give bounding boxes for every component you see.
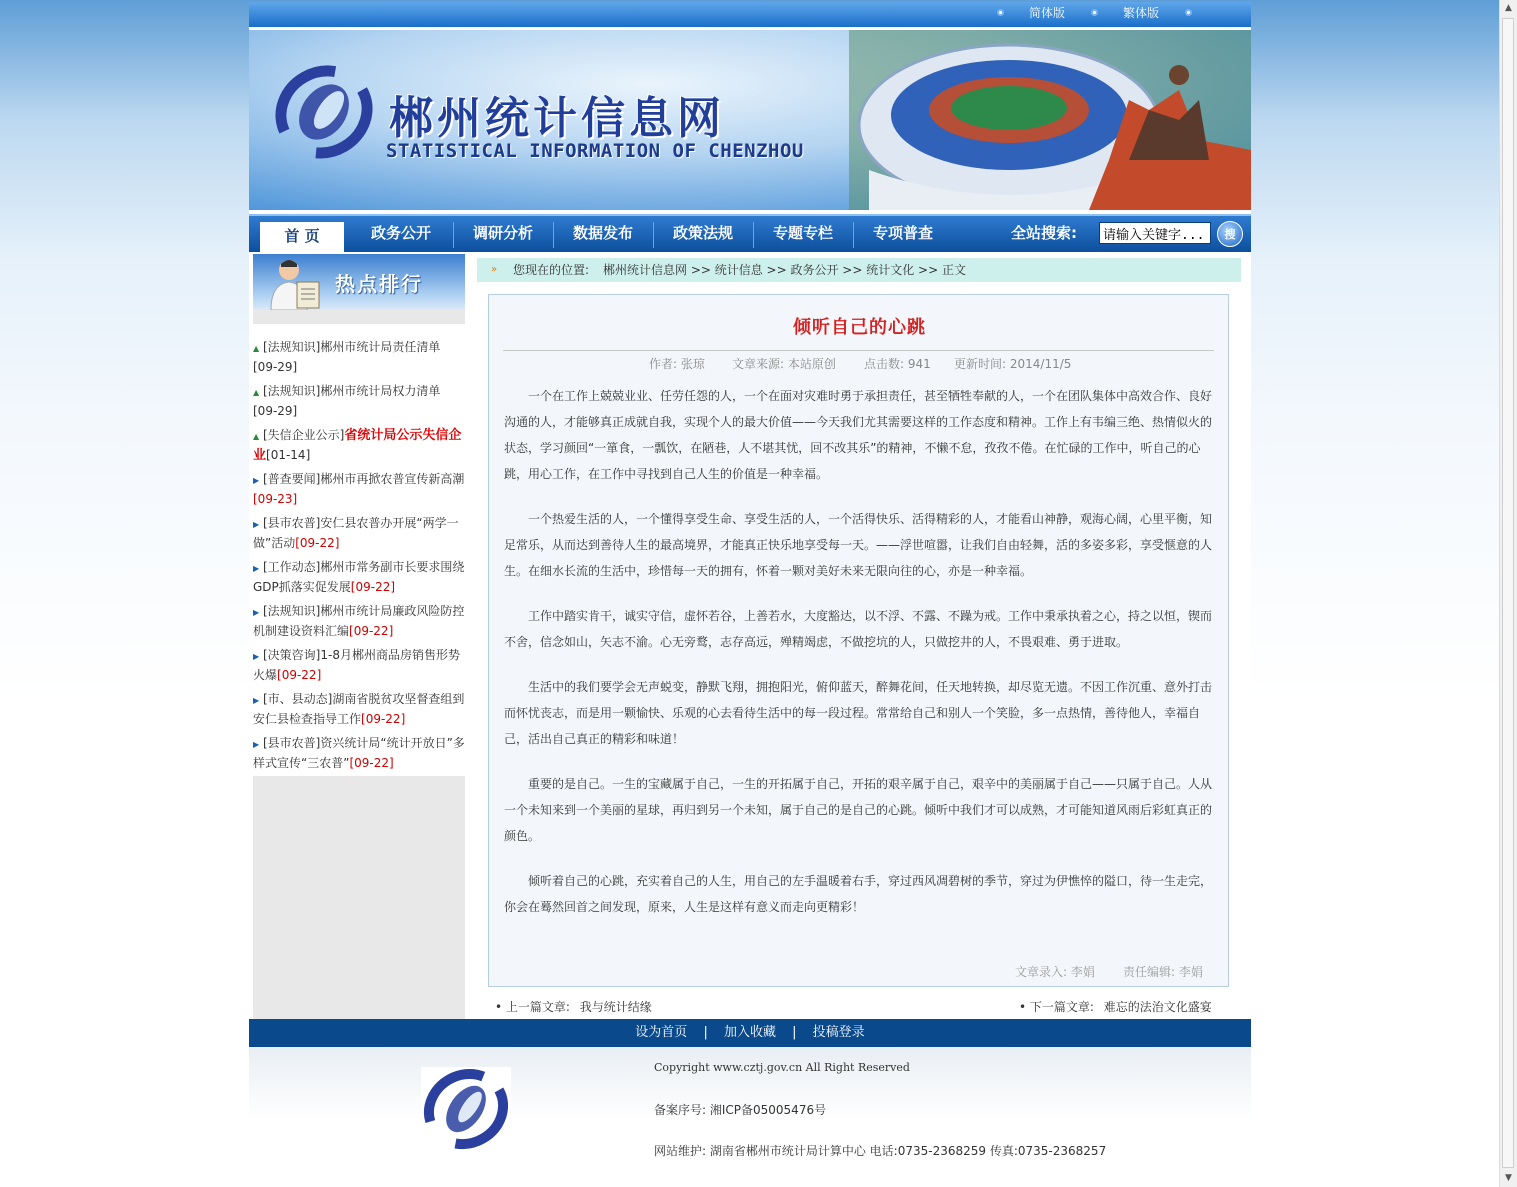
main-nav <box>249 214 1251 252</box>
list-item[interactable]: ▶ [决策咨询]1-8月郴州商品房销售形势火爆[09-22] <box>253 648 460 682</box>
right-arrow-icon: ▶ <box>253 652 260 661</box>
scrollbar-thumb[interactable] <box>1502 18 1514 1168</box>
list-item[interactable]: ▶ [县市农普]安仁县农普办开展“两学一做”活动[09-22] <box>253 516 459 550</box>
paragraph: 倾听着自己的心跳，充实着自己的人生，用自己的左手温暖着右手，穿过西风凋碧树的季节，穿过为伊憔悴的隘口，待一生走完，你会在蓦然回首之间发现，原来，人生是这样有意义而走向更精彩！ <box>504 874 1213 914</box>
nav-research[interactable]: 调研分析 <box>472 224 533 242</box>
icp-text: 备案序号: 湘ICP备05005476号 <box>654 1103 827 1117</box>
person-clipboard-icon <box>259 254 329 310</box>
list-item[interactable]: ▶ [市、县动态]湖南省脱贫攻坚督查组到安仁县检查指导工作[09-22] <box>253 692 465 726</box>
list-item[interactable]: ▲ [法规知识]郴州市统计局权力清单 [09-29] <box>253 384 441 418</box>
copyright-text: Copyright www.cztj.gov.cn All Right Reserved <box>654 1061 910 1074</box>
breadcrumb-label: 您现在的位置: <box>513 263 590 277</box>
site-logo-icon <box>266 55 382 168</box>
traditional-link[interactable]: 繁体版 <box>1123 6 1160 20</box>
right-arrow-icon: ▶ <box>253 476 260 485</box>
site-subtitle: STATISTICAL INFORMATION OF CHENZHOU <box>386 140 804 162</box>
vertical-scrollbar[interactable] <box>1499 0 1517 1187</box>
set-homepage-link[interactable]: 设为首页 <box>635 1025 688 1040</box>
up-arrow-icon: ▲ <box>253 344 260 353</box>
paragraph: 一个在工作上兢兢业业、任劳任怨的人，一个在面对灾难时勇于承担责任，甚至牺牲奉献的人，一个在团队集体中高效合作、良好沟通的人，才能够真正成就自我，实现个人的最大价值——今天我们尤其需要这样的工作态度和精神。工作上有韦编三绝、热情似火的状态，学习颜回“一箪食，一瓢饮，在陋巷，人不堪其忧，回不改其乐”的精神，不懒不怠，孜孜不倦。在忙碌的工作中，听自己的心跳，用心工作，在工作中寻找到自己人生的价值是一种幸福。 <box>504 389 1213 481</box>
next-label: 下一篇文章: <box>1029 1000 1094 1014</box>
article-editor: 责任编辑: 李娟 <box>1123 965 1203 979</box>
article-author: 作者: 张琼 <box>649 357 705 371</box>
footer-links <box>249 1019 1251 1047</box>
paragraph: 重要的是自己。一生的宝藏属于自己，一生的开拓属于自己，开拓的艰辛属于自己，艰辛中的美丽属于自己——只属于自己。人从一个未知来到一个美丽的星球，再归到另一个未知，属于自己的是自己的心跳。倾听中我们才可以成熟，才可能知道风雨后彩虹真正的颜色。 <box>504 777 1213 843</box>
add-favorite-link[interactable]: 加入收藏 <box>723 1025 776 1040</box>
nav-policy[interactable]: 政策法规 <box>672 224 733 242</box>
breadcrumb-path[interactable]: 郴州统计信息网 >> 统计信息 >> 政务公开 >> 统计文化 >> 正文 <box>603 263 966 277</box>
bullet-icon <box>997 9 1004 16</box>
site-title: 郴州统计信息网 <box>389 93 725 144</box>
article-title: 倾听自己的心跳 <box>793 317 926 338</box>
prev-article-link[interactable]: 我与统计结缘 <box>579 1000 652 1014</box>
list-item[interactable]: ▲ [法规知识]郴州市统计局责任清单 [09-29] <box>253 340 441 374</box>
article-source: 文章来源: 本站原创 <box>732 357 836 371</box>
list-item[interactable]: ▶ [法规知识]郴州市统计局廉政风险防控机制建设资料汇编[09-22] <box>253 604 465 638</box>
nav-home[interactable]: 首 页 <box>260 222 344 252</box>
nav-topics[interactable]: 专题专栏 <box>772 224 833 242</box>
list-item[interactable]: ▶ [工作动态]郴州市常务副市长要求围绕GDP抓落实促发展[09-22] <box>253 560 465 594</box>
sidebar <box>253 254 465 1019</box>
next-article-link[interactable]: 难忘的法治文化盛宴 <box>1103 1000 1212 1014</box>
footer-separator: | <box>792 1025 797 1040</box>
submit-login-link[interactable]: 投稿登录 <box>812 1025 865 1040</box>
bullet-icon: • <box>1019 1000 1027 1014</box>
bullet-icon: • <box>495 1000 503 1014</box>
nav-data-release[interactable]: 数据发布 <box>572 224 633 242</box>
stadium-image <box>849 30 1251 210</box>
list-item[interactable]: ▶ [普查要闻]郴州市再掀农普宣传新高潮[09-23] <box>253 472 465 506</box>
hot-list <box>253 324 465 776</box>
nav-government-affairs[interactable]: 政务公开 <box>370 224 431 242</box>
maintenance-text: 网站维护: 湖南省郴州市统计局计算中心 电话:0735-2368259 传真:0735-2368257 <box>654 1144 1107 1158</box>
article-clicks: 点击数: 941 <box>864 357 931 371</box>
list-item[interactable]: ▶ [县市农普]资兴统计局“统计开放日”多样式宣传“三农普”[09-22] <box>253 736 465 770</box>
right-arrow-icon: ▶ <box>253 696 260 705</box>
search-input[interactable] <box>1099 222 1211 244</box>
search-label: 全站搜索: <box>1011 224 1077 242</box>
list-item[interactable]: ▲ [失信企业公示]省统计局公示失信企业[01-14] <box>253 428 462 463</box>
scroll-down-icon[interactable]: ▼ <box>1505 1173 1512 1183</box>
page-container <box>249 2 1251 1168</box>
footer <box>249 1047 1251 1168</box>
sidebar-title: 热点排行 <box>335 272 423 296</box>
right-arrow-icon: ▶ <box>253 608 260 617</box>
footer-logo-icon <box>421 1067 511 1151</box>
paragraph: 生活中的我们要学会无声蜕变，静默飞翔，拥抱阳光，俯仰蓝天，醉舞花间，任天地转换，却尽览无遗。不因工作沉重、意外打击而怀忧丧志，而是用一颗愉快、乐观的心去看待生活中的每一段过程。常常给自己和别人一个笑脸，多一点热情，善待他人，幸福自己，活出自己真正的精彩和味道！ <box>504 680 1213 746</box>
article <box>488 294 1229 987</box>
article-updated: 更新时间: 2014/11/5 <box>954 357 1072 371</box>
divider <box>503 350 1214 351</box>
bullet-icon <box>1091 9 1098 16</box>
up-arrow-icon: ▲ <box>253 388 260 397</box>
scroll-up-icon[interactable]: ▲ <box>1505 3 1512 13</box>
breadcrumb <box>477 258 1241 282</box>
article-body <box>504 383 1216 939</box>
bullet-icon <box>1185 9 1192 16</box>
footer-separator: | <box>703 1025 708 1040</box>
paragraph: 工作中踏实肯干，诚实守信，虚怀若谷，上善若水，大度豁达，以不浮、不露、不躁为戒。工作中秉承执着之心，持之以恒，锲而不舍，信念如山，矢志不渝。心无旁鹜，志存高远，殚精竭虑，不做挖坑的人，只做挖井的人，不畏艰难、勇于进取。 <box>504 609 1213 649</box>
right-arrow-icon: ▶ <box>253 520 260 529</box>
right-arrow-icon: ▶ <box>253 564 260 573</box>
simplified-link[interactable]: 简体版 <box>1029 6 1066 20</box>
arrow-icon: » <box>491 264 498 275</box>
nav-census[interactable]: 专项普查 <box>872 224 933 242</box>
paragraph: 一个热爱生活的人，一个懂得享受生命、享受生活的人，一个活得快乐、活得精彩的人，才能看山神静，观海心阔，心里平衡，知足常乐，从而达到善待人生的最高境界，才能真正快乐地享受每一天。——浮世喧嚣，让我们自由轻舞，活的多姿多彩，享受惬意的人生。在细水长流的生活中，珍惜每一天的拥有，怀着一颗对美好未来无限向往的心，亦是一种幸福。 <box>504 512 1213 578</box>
right-arrow-icon: ▶ <box>253 740 260 749</box>
top-bar <box>249 2 1251 27</box>
next-article <box>1019 998 1212 1015</box>
sidebar-header <box>253 254 465 310</box>
prev-article <box>495 998 652 1015</box>
prev-label: 上一篇文章: <box>505 1000 570 1014</box>
article-entered-by: 文章录入: 李娟 <box>1015 965 1095 979</box>
site-banner <box>249 30 1251 210</box>
search-button[interactable]: 搜 <box>1217 221 1243 247</box>
up-arrow-icon: ▲ <box>253 432 260 441</box>
